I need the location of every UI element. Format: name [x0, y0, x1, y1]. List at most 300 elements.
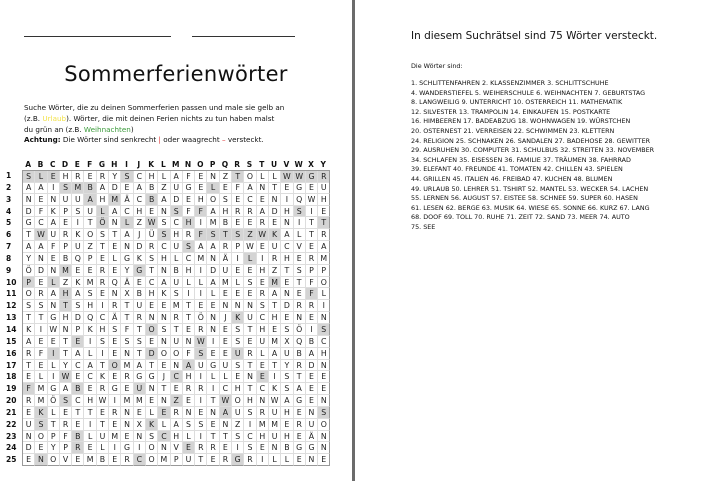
grid-cell[interactable]: W	[60, 371, 72, 383]
grid-cell[interactable]: U	[97, 431, 109, 443]
grid-cell[interactable]: L	[232, 277, 244, 289]
grid-cell[interactable]: T	[84, 217, 96, 229]
grid-cell[interactable]: W	[281, 171, 293, 183]
grid-cell[interactable]: I	[195, 217, 207, 229]
grid-cell[interactable]: S	[318, 324, 330, 336]
grid-cell[interactable]: A	[121, 229, 133, 241]
grid-cell[interactable]: S	[84, 288, 96, 300]
grid-cell[interactable]: F	[183, 206, 195, 218]
grid-cell[interactable]: M	[318, 253, 330, 265]
grid-cell[interactable]: N	[121, 348, 133, 360]
grid-cell[interactable]: P	[23, 277, 35, 289]
grid-cell[interactable]: R	[318, 229, 330, 241]
grid-cell[interactable]: T	[183, 312, 195, 324]
grid-cell[interactable]: F	[35, 206, 47, 218]
grid-cell[interactable]: E	[294, 407, 306, 419]
grid-cell[interactable]: E	[146, 206, 158, 218]
grid-cell[interactable]: E	[257, 194, 269, 206]
grid-cell[interactable]: T	[294, 277, 306, 289]
grid-cell[interactable]: E	[183, 442, 195, 454]
grid-cell[interactable]: T	[23, 360, 35, 372]
grid-cell[interactable]: A	[318, 241, 330, 253]
grid-cell[interactable]: E	[146, 336, 158, 348]
grid-cell[interactable]: S	[195, 419, 207, 431]
grid-cell[interactable]: N	[48, 194, 60, 206]
grid-cell[interactable]: P	[48, 431, 60, 443]
grid-cell[interactable]: G	[48, 312, 60, 324]
grid-cell[interactable]: N	[23, 194, 35, 206]
grid-cell[interactable]: E	[109, 419, 121, 431]
grid-cell[interactable]: E	[306, 371, 318, 383]
grid-cell[interactable]: A	[35, 182, 47, 194]
grid-cell[interactable]: C	[84, 371, 96, 383]
grid-cell[interactable]: E	[109, 265, 121, 277]
grid-cell[interactable]: S	[183, 241, 195, 253]
grid-cell[interactable]: E	[306, 182, 318, 194]
grid-cell[interactable]: J	[158, 371, 170, 383]
grid-cell[interactable]: S	[244, 407, 256, 419]
grid-cell[interactable]: L	[171, 253, 183, 265]
grid-cell[interactable]: T	[220, 431, 232, 443]
grid-cell[interactable]: R	[146, 241, 158, 253]
grid-cell[interactable]: U	[183, 454, 195, 466]
grid-cell[interactable]: V	[60, 454, 72, 466]
grid-cell[interactable]: B	[72, 383, 84, 395]
grid-cell[interactable]: K	[35, 407, 47, 419]
grid-cell[interactable]: L	[97, 442, 109, 454]
grid-cell[interactable]: I	[48, 182, 60, 194]
grid-cell[interactable]: M	[84, 277, 96, 289]
grid-cell[interactable]: E	[97, 407, 109, 419]
grid-cell[interactable]: L	[183, 277, 195, 289]
grid-cell[interactable]: Z	[158, 182, 170, 194]
grid-cell[interactable]: U	[171, 241, 183, 253]
grid-cell[interactable]: O	[146, 454, 158, 466]
grid-cell[interactable]: E	[60, 407, 72, 419]
grid-cell[interactable]: R	[257, 217, 269, 229]
grid-cell[interactable]: L	[109, 253, 121, 265]
grid-cell[interactable]: T	[269, 182, 281, 194]
grid-cell[interactable]: A	[269, 348, 281, 360]
grid-cell[interactable]: S	[232, 431, 244, 443]
grid-cell[interactable]: N	[35, 454, 47, 466]
grid-cell[interactable]: E	[244, 217, 256, 229]
grid-cell[interactable]: E	[195, 182, 207, 194]
grid-cell[interactable]: N	[109, 288, 121, 300]
grid-cell[interactable]: K	[72, 277, 84, 289]
grid-cell[interactable]: S	[220, 194, 232, 206]
grid-cell[interactable]: C	[146, 277, 158, 289]
grid-cell[interactable]: Q	[84, 312, 96, 324]
grid-cell[interactable]: B	[84, 182, 96, 194]
grid-cell[interactable]: M	[220, 277, 232, 289]
grid-cell[interactable]: H	[158, 253, 170, 265]
grid-cell[interactable]: E	[220, 442, 232, 454]
grid-cell[interactable]: E	[35, 360, 47, 372]
grid-cell[interactable]: Z	[232, 419, 244, 431]
grid-cell[interactable]: O	[146, 324, 158, 336]
grid-cell[interactable]: N	[48, 265, 60, 277]
grid-cell[interactable]: E	[269, 324, 281, 336]
grid-cell[interactable]: M	[109, 194, 121, 206]
grid-cell[interactable]: H	[220, 206, 232, 218]
grid-cell[interactable]: A	[294, 383, 306, 395]
grid-cell[interactable]: E	[207, 300, 219, 312]
grid-cell[interactable]: L	[158, 419, 170, 431]
grid-cell[interactable]: I	[109, 442, 121, 454]
grid-cell[interactable]: A	[207, 206, 219, 218]
grid-cell[interactable]: S	[97, 336, 109, 348]
grid-cell[interactable]: A	[109, 206, 121, 218]
grid-cell[interactable]: E	[35, 194, 47, 206]
grid-cell[interactable]: E	[244, 288, 256, 300]
grid-cell[interactable]: T	[23, 229, 35, 241]
grid-cell[interactable]: K	[269, 229, 281, 241]
grid-cell[interactable]: N	[318, 312, 330, 324]
grid-cell[interactable]: C	[121, 206, 133, 218]
grid-cell[interactable]: E	[97, 253, 109, 265]
grid-cell[interactable]: Z	[171, 395, 183, 407]
grid-cell[interactable]: U	[318, 182, 330, 194]
grid-cell[interactable]: O	[158, 348, 170, 360]
grid-cell[interactable]: T	[244, 383, 256, 395]
grid-cell[interactable]: C	[257, 312, 269, 324]
grid-cell[interactable]: I	[84, 336, 96, 348]
grid-cell[interactable]: S	[244, 277, 256, 289]
grid-cell[interactable]: N	[244, 371, 256, 383]
grid-cell[interactable]: M	[84, 454, 96, 466]
grid-cell[interactable]: A	[244, 182, 256, 194]
grid-cell[interactable]: O	[109, 360, 121, 372]
grid-cell[interactable]: N	[257, 395, 269, 407]
grid-cell[interactable]: T	[121, 312, 133, 324]
grid-cell[interactable]: G	[294, 182, 306, 194]
grid-cell[interactable]: C	[244, 431, 256, 443]
grid-cell[interactable]: E	[84, 383, 96, 395]
grid-cell[interactable]: S	[72, 206, 84, 218]
grid-cell[interactable]: S	[183, 419, 195, 431]
grid-cell[interactable]: R	[109, 300, 121, 312]
grid-cell[interactable]: H	[269, 312, 281, 324]
grid-cell[interactable]: W	[257, 229, 269, 241]
grid-cell[interactable]: A	[48, 217, 60, 229]
grid-cell[interactable]: N	[207, 407, 219, 419]
grid-cell[interactable]: E	[134, 407, 146, 419]
grid-cell[interactable]: L	[207, 288, 219, 300]
grid-cell[interactable]: S	[281, 383, 293, 395]
grid-cell[interactable]: L	[244, 253, 256, 265]
grid-cell[interactable]: E	[84, 265, 96, 277]
grid-cell[interactable]: U	[134, 383, 146, 395]
grid-cell[interactable]: N	[269, 194, 281, 206]
grid-cell[interactable]: Z	[269, 265, 281, 277]
grid-cell[interactable]: H	[97, 324, 109, 336]
grid-cell[interactable]: E	[158, 360, 170, 372]
grid-cell[interactable]: B	[281, 442, 293, 454]
grid-cell[interactable]: F	[183, 348, 195, 360]
grid-cell[interactable]: A	[72, 348, 84, 360]
grid-cell[interactable]: S	[232, 324, 244, 336]
grid-cell[interactable]: D	[23, 206, 35, 218]
grid-cell[interactable]: L	[207, 371, 219, 383]
grid-cell[interactable]: U	[84, 206, 96, 218]
grid-cell[interactable]: O	[84, 229, 96, 241]
grid-cell[interactable]: G	[48, 383, 60, 395]
grid-cell[interactable]: A	[207, 277, 219, 289]
grid-cell[interactable]: O	[232, 395, 244, 407]
grid-cell[interactable]: I	[257, 454, 269, 466]
grid-cell[interactable]: U	[72, 241, 84, 253]
grid-cell[interactable]: I	[269, 371, 281, 383]
grid-cell[interactable]: H	[257, 431, 269, 443]
grid-cell[interactable]: P	[60, 442, 72, 454]
grid-cell[interactable]: N	[220, 300, 232, 312]
grid-cell[interactable]: E	[281, 419, 293, 431]
grid-cell[interactable]: T	[220, 229, 232, 241]
grid-cell[interactable]: C	[220, 383, 232, 395]
grid-cell[interactable]: E	[60, 217, 72, 229]
grid-cell[interactable]: A	[84, 360, 96, 372]
grid-cell[interactable]: E	[109, 348, 121, 360]
grid-cell[interactable]: U	[72, 194, 84, 206]
grid-cell[interactable]: T	[60, 300, 72, 312]
grid-cell[interactable]: K	[269, 383, 281, 395]
grid-cell[interactable]: N	[183, 407, 195, 419]
grid-cell[interactable]: C	[257, 383, 269, 395]
grid-cell[interactable]: T	[146, 360, 158, 372]
grid-cell[interactable]: A	[134, 182, 146, 194]
grid-cell[interactable]: E	[244, 265, 256, 277]
grid-cell[interactable]: C	[97, 312, 109, 324]
grid-cell[interactable]: N	[23, 431, 35, 443]
grid-cell[interactable]: E	[257, 241, 269, 253]
grid-cell[interactable]: N	[48, 300, 60, 312]
grid-cell[interactable]: N	[318, 360, 330, 372]
grid-cell[interactable]: E	[158, 407, 170, 419]
grid-cell[interactable]: E	[183, 324, 195, 336]
grid-cell[interactable]: S	[232, 229, 244, 241]
grid-cell[interactable]: S	[294, 265, 306, 277]
grid-cell[interactable]: Ö	[294, 324, 306, 336]
grid-cell[interactable]: N	[121, 407, 133, 419]
grid-cell[interactable]: G	[306, 442, 318, 454]
grid-cell[interactable]: T	[171, 324, 183, 336]
grid-cell[interactable]: Z	[134, 217, 146, 229]
grid-cell[interactable]: S	[97, 229, 109, 241]
grid-cell[interactable]: N	[121, 419, 133, 431]
grid-cell[interactable]: I	[195, 265, 207, 277]
grid-cell[interactable]: C	[134, 454, 146, 466]
grid-cell[interactable]: E	[121, 431, 133, 443]
grid-cell[interactable]: E	[220, 348, 232, 360]
grid-cell[interactable]: E	[257, 371, 269, 383]
grid-cell[interactable]: A	[281, 229, 293, 241]
grid-cell[interactable]: C	[158, 241, 170, 253]
grid-cell[interactable]: D	[72, 312, 84, 324]
grid-cell[interactable]: G	[121, 253, 133, 265]
grid-cell[interactable]: H	[281, 431, 293, 443]
grid-cell[interactable]: N	[146, 312, 158, 324]
grid-cell[interactable]: Y	[23, 253, 35, 265]
grid-cell[interactable]: L	[84, 431, 96, 443]
grid-cell[interactable]: S	[146, 253, 158, 265]
grid-cell[interactable]: L	[220, 371, 232, 383]
grid-cell[interactable]: E	[109, 241, 121, 253]
grid-cell[interactable]: A	[171, 419, 183, 431]
grid-cell[interactable]: D	[207, 265, 219, 277]
grid-cell[interactable]: E	[72, 371, 84, 383]
grid-cell[interactable]: A	[23, 241, 35, 253]
grid-cell[interactable]: E	[207, 454, 219, 466]
grid-cell[interactable]: L	[257, 171, 269, 183]
grid-cell[interactable]: T	[183, 300, 195, 312]
grid-cell[interactable]: B	[294, 348, 306, 360]
grid-cell[interactable]: T	[294, 371, 306, 383]
grid-cell[interactable]: C	[35, 217, 47, 229]
grid-cell[interactable]: R	[294, 360, 306, 372]
grid-cell[interactable]: H	[281, 206, 293, 218]
grid-cell[interactable]: N	[232, 300, 244, 312]
grid-cell[interactable]: B	[306, 336, 318, 348]
grid-cell[interactable]: T	[207, 395, 219, 407]
grid-cell[interactable]: A	[84, 194, 96, 206]
grid-cell[interactable]: B	[146, 182, 158, 194]
grid-cell[interactable]: W	[220, 395, 232, 407]
grid-cell[interactable]: Y	[48, 442, 60, 454]
grid-cell[interactable]: R	[171, 407, 183, 419]
grid-cell[interactable]: G	[183, 182, 195, 194]
grid-cell[interactable]: E	[257, 442, 269, 454]
grid-cell[interactable]: I	[195, 371, 207, 383]
grid-cell[interactable]: L	[121, 217, 133, 229]
grid-cell[interactable]: H	[183, 265, 195, 277]
grid-cell[interactable]: H	[195, 194, 207, 206]
grid-cell[interactable]: L	[35, 171, 47, 183]
grid-cell[interactable]: P	[306, 265, 318, 277]
grid-cell[interactable]: S	[232, 360, 244, 372]
grid-cell[interactable]: T	[244, 324, 256, 336]
grid-cell[interactable]: W	[97, 395, 109, 407]
grid-cell[interactable]: U	[232, 348, 244, 360]
grid-cell[interactable]: T	[244, 360, 256, 372]
grid-cell[interactable]: N	[35, 253, 47, 265]
grid-cell[interactable]: E	[318, 206, 330, 218]
grid-cell[interactable]: E	[48, 336, 60, 348]
grid-cell[interactable]: U	[171, 336, 183, 348]
grid-cell[interactable]: W	[35, 229, 47, 241]
grid-cell[interactable]: N	[146, 383, 158, 395]
grid-cell[interactable]: N	[158, 312, 170, 324]
grid-cell[interactable]: I	[134, 442, 146, 454]
grid-cell[interactable]: A	[269, 288, 281, 300]
grid-cell[interactable]: I	[244, 419, 256, 431]
grid-cell[interactable]: I	[48, 348, 60, 360]
grid-cell[interactable]: E	[294, 253, 306, 265]
grid-cell[interactable]: E	[207, 348, 219, 360]
grid-cell[interactable]: C	[281, 241, 293, 253]
grid-cell[interactable]: O	[318, 277, 330, 289]
grid-cell[interactable]: F	[195, 229, 207, 241]
grid-cell[interactable]: E	[183, 395, 195, 407]
grid-cell[interactable]: S	[134, 336, 146, 348]
grid-cell[interactable]: I	[84, 419, 96, 431]
grid-cell[interactable]: E	[281, 182, 293, 194]
grid-cell[interactable]: R	[97, 383, 109, 395]
grid-cell[interactable]: G	[232, 454, 244, 466]
grid-cell[interactable]: R	[121, 454, 133, 466]
grid-cell[interactable]: D	[134, 241, 146, 253]
grid-cell[interactable]: K	[158, 288, 170, 300]
grid-cell[interactable]: F	[121, 324, 133, 336]
grid-cell[interactable]: N	[109, 217, 121, 229]
grid-cell[interactable]: E	[48, 171, 60, 183]
grid-cell[interactable]: Ä	[109, 312, 121, 324]
grid-cell[interactable]: E	[207, 419, 219, 431]
grid-cell[interactable]: I	[281, 194, 293, 206]
grid-cell[interactable]: B	[134, 288, 146, 300]
grid-cell[interactable]: I	[195, 395, 207, 407]
grid-cell[interactable]: E	[306, 241, 318, 253]
grid-cell[interactable]: Ö	[97, 217, 109, 229]
grid-cell[interactable]: U	[244, 312, 256, 324]
grid-cell[interactable]: U	[220, 265, 232, 277]
grid-cell[interactable]: Ö	[23, 265, 35, 277]
grid-cell[interactable]: T	[158, 383, 170, 395]
grid-cell[interactable]: M	[121, 395, 133, 407]
grid-cell[interactable]: G	[294, 442, 306, 454]
grid-cell[interactable]: T	[72, 407, 84, 419]
grid-cell[interactable]: D	[281, 300, 293, 312]
grid-cell[interactable]: B	[146, 194, 158, 206]
grid-cell[interactable]: R	[220, 241, 232, 253]
grid-cell[interactable]: B	[60, 253, 72, 265]
grid-cell[interactable]: N	[207, 253, 219, 265]
grid-cell[interactable]: H	[232, 383, 244, 395]
grid-cell[interactable]: T	[84, 407, 96, 419]
grid-cell[interactable]: H	[281, 407, 293, 419]
grid-cell[interactable]: L	[257, 348, 269, 360]
grid-cell[interactable]: L	[269, 454, 281, 466]
grid-cell[interactable]: N	[158, 265, 170, 277]
grid-cell[interactable]: E	[171, 383, 183, 395]
grid-cell[interactable]: S	[257, 300, 269, 312]
grid-cell[interactable]: N	[158, 336, 170, 348]
grid-cell[interactable]: A	[72, 288, 84, 300]
grid-cell[interactable]: M	[269, 336, 281, 348]
grid-cell[interactable]: H	[244, 395, 256, 407]
grid-cell[interactable]: E	[109, 371, 121, 383]
grid-cell[interactable]: F	[195, 206, 207, 218]
grid-cell[interactable]: D	[306, 360, 318, 372]
grid-cell[interactable]: Z	[244, 229, 256, 241]
grid-cell[interactable]: I	[72, 217, 84, 229]
grid-cell[interactable]: E	[318, 454, 330, 466]
grid-cell[interactable]: R	[244, 348, 256, 360]
grid-cell[interactable]: T	[306, 229, 318, 241]
grid-cell[interactable]: O	[23, 288, 35, 300]
grid-cell[interactable]: Ö	[195, 312, 207, 324]
grid-cell[interactable]: N	[207, 324, 219, 336]
grid-cell[interactable]: T	[48, 419, 60, 431]
grid-cell[interactable]: I	[183, 288, 195, 300]
grid-cell[interactable]: N	[158, 395, 170, 407]
grid-cell[interactable]: E	[121, 383, 133, 395]
grid-cell[interactable]: E	[281, 312, 293, 324]
grid-cell[interactable]: E	[109, 336, 121, 348]
grid-cell[interactable]: J	[134, 229, 146, 241]
grid-cell[interactable]: N	[306, 454, 318, 466]
grid-cell[interactable]: U	[60, 194, 72, 206]
